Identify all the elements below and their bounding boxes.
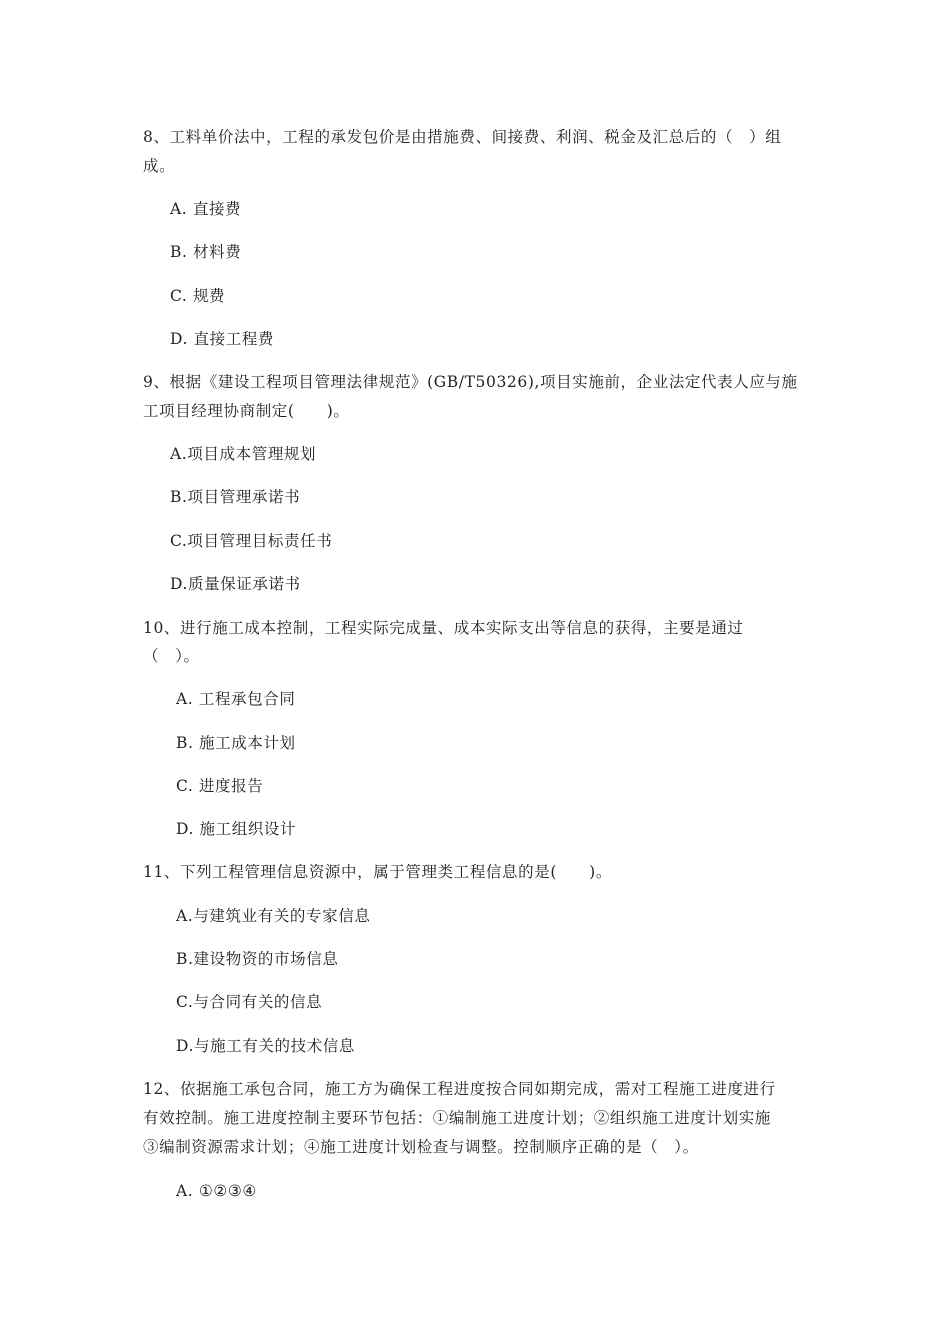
question-12-line-3: ③编制资源需求计划；④施工进度计划检查与调整。控制顺序正确的是（ ）。: [143, 1138, 699, 1156]
question-11-option-c: C.与合同有关的信息: [176, 993, 323, 1011]
question-12-line-2: 有效控制。施工进度控制主要环节包括：①编制施工进度计划；②组织施工进度计划实施: [143, 1109, 771, 1127]
question-8-option-c: C. 规费: [170, 287, 226, 305]
question-9-option-d: D.质量保证承诺书: [170, 575, 301, 593]
question-9-option-a: A.项目成本管理规划: [170, 445, 317, 463]
question-8-line-1: 8、工料单价法中，工程的承发包价是由措施费、间接费、利润、税金及汇总后的（ ）组: [143, 128, 782, 146]
question-10-line-1: 10、进行施工成本控制，工程实际完成量、成本实际支出等信息的获得，主要是通过: [143, 619, 744, 637]
question-10-line-2: （ ）。: [143, 647, 200, 665]
question-10-option-c: C. 进度报告: [176, 777, 264, 795]
question-8-line-2: 成。: [143, 157, 176, 175]
question-11-option-a: A.与建筑业有关的专家信息: [176, 907, 371, 925]
question-12-option-a: A. ①②③④: [176, 1182, 257, 1200]
question-10-option-b: B. 施工成本计划: [176, 734, 296, 752]
question-12-line-1: 12、依据施工承包合同，施工方为确保工程进度按合同如期完成，需对工程施工进度进行: [143, 1080, 776, 1098]
question-9-line-2: 工项目经理协商制定( )。: [143, 402, 350, 420]
question-11-option-b: B.建设物资的市场信息: [176, 950, 339, 968]
question-10-option-a: A. 工程承包合同: [176, 690, 296, 708]
question-9-option-b: B.项目管理承诺书: [170, 488, 301, 506]
question-11-option-d: D.与施工有关的技术信息: [176, 1037, 356, 1055]
question-11-line-1: 11、下列工程管理信息资源中，属于管理类工程信息的是( )。: [143, 863, 612, 881]
question-8-option-a: A. 直接费: [170, 200, 242, 218]
question-10-option-d: D. 施工组织设计: [176, 820, 297, 838]
question-8-option-b: B. 材料费: [170, 243, 242, 261]
question-9-option-c: C.项目管理目标责任书: [170, 532, 333, 550]
question-9-line-1: 9、根据《建设工程项目管理法律规范》(GB/T50326),项目实施前，企业法定代表人应与施: [143, 373, 798, 391]
question-8-option-d: D. 直接工程费: [170, 330, 275, 348]
